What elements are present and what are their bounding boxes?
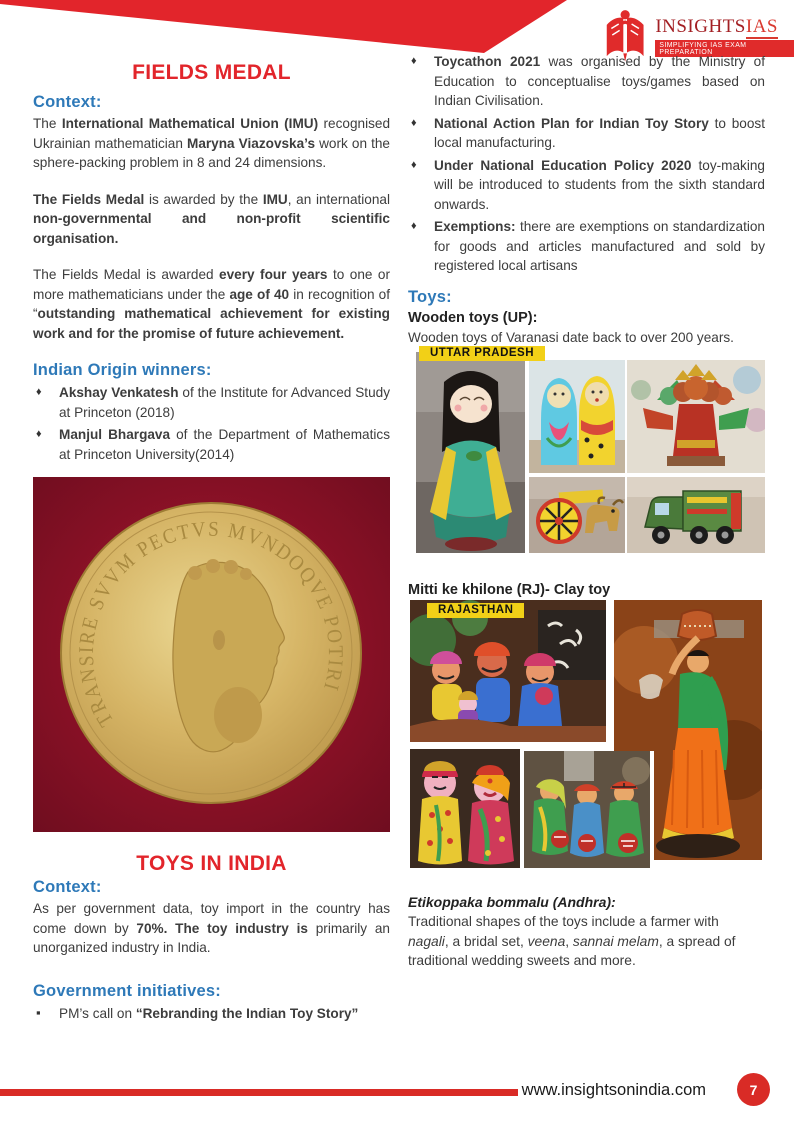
clay-puppets-illustration <box>410 600 606 742</box>
clay-couple-illustration <box>410 749 520 868</box>
winners-list <box>33 383 390 464</box>
diamond-bullet-icon: ♦ <box>411 158 417 171</box>
wooden-toys-caption: Wooden toys of Varanasi date back to over 200 years. <box>408 329 734 345</box>
left-column <box>33 55 390 1026</box>
clay-couple-dolls-photo <box>410 749 520 868</box>
footer-website-link[interactable]: www.insightsonindia.com <box>521 1081 706 1099</box>
list-item: ♦ Manjul Bhargava of the Department of Mathematics at Princeton University(2014) <box>36 427 390 462</box>
deity-illustration <box>627 360 765 473</box>
clay-trio-figures-photo <box>524 751 654 868</box>
diamond-bullet-icon: ♦ <box>36 386 42 398</box>
matryoshka-dolls-photo <box>529 360 625 473</box>
list-item: ▪ PM’s call on “Rebranding the Indian Toy Story” <box>36 1004 359 1021</box>
clay-puppets-group-photo <box>410 600 606 742</box>
clay-trio-illustration <box>524 751 650 868</box>
etikoppaka-paragraph: Traditional shapes of the toys include a farmer with nagali, a bridal set, veena, sannai melam, a spread of traditional wedding sweets and more. <box>408 914 736 968</box>
rajasthan-label: RAJASTHAN <box>427 603 524 618</box>
footer-red-bar <box>0 1089 518 1096</box>
uttar-pradesh-toys-collage <box>416 347 765 556</box>
truck-illustration <box>627 477 765 553</box>
government-initiatives-list <box>33 1004 390 1024</box>
diamond-bullet-icon: ♦ <box>411 55 417 67</box>
list-item: ♦ Under National Education Policy 2020 toy-making will be introduced to students from the sixth standard onwards. <box>411 157 765 212</box>
girl-doll-illustration <box>416 352 525 553</box>
list-item: ♦ Akshay Venkatesh of the Institute for Advanced Study at Princeton (2018) <box>36 385 390 420</box>
mitti-ke-khilone-heading: Mitti ke khilone (RJ)- Clay toy <box>408 582 611 598</box>
list-item: ♦ National Action Plan for Indian Toy Story to boost local manufacturing. <box>411 115 765 150</box>
fields-paragraph-1: The International Mathematical Union (IMU) recognised Ukrainian mathematician Maryna Viazovska’s work on the sphere-packing problem in 8 and 24 dimensions. <box>33 116 391 170</box>
diamond-bullet-icon: ♦ <box>411 220 417 232</box>
wooden-truck-toy-photo <box>627 477 765 553</box>
fields-medal-illustration <box>33 477 390 832</box>
fields-paragraph-2: The Fields Medal is awarded by the IMU, an international non-governmental and non-profit scientific organisation. <box>33 191 391 246</box>
toys-in-india-heading: TOYS IN INDIA <box>136 852 287 875</box>
wooden-girl-doll-photo <box>416 352 525 553</box>
government-initiatives-heading: Government initiatives: <box>33 981 221 1000</box>
svg-text:TRANSIRE SVVM PECTVS MVNDOQVE: TRANSIRE SVVM PECTVS MVNDOQVE POTIRI <box>73 516 349 732</box>
toys-context-paragraph: As per government data, toy import in the country has come down by 70%. The toy industry is primarily an unorganized industry in India. <box>33 901 390 955</box>
etikoppaka-heading: Etikoppaka bommalu (Andhra): <box>408 894 616 910</box>
indian-origin-winners-heading: Indian Origin winners: <box>33 361 212 379</box>
fields-paragraph-3: The Fields Medal is awarded every four years to one or more mathematicians under the age of 40 in recognition of “outstanding mathematical achievement for existing work and for the promise of future achievement. <box>33 267 391 341</box>
toys-heading: Toys: <box>408 287 452 306</box>
fields-medal-photo <box>33 477 390 832</box>
list-item: ♦ Exemptions: there are exemptions on standardization for goods and articles manufactured and sold by registered local artisans <box>411 219 765 273</box>
deity-toy-photo <box>627 360 765 473</box>
fields-medal-heading: FIELDS MEDAL <box>132 61 291 84</box>
logo-title <box>655 16 794 38</box>
bullock-cart-toy-photo <box>529 477 625 553</box>
context-heading: Context: <box>33 878 102 896</box>
square-bullet-icon: ▪ <box>36 1004 41 1020</box>
bullock-cart-illustration <box>529 477 625 553</box>
wooden-toys-heading: Wooden toys (UP): <box>408 309 538 326</box>
toy-initiatives-list <box>408 52 765 276</box>
page-number-badge: 7 <box>737 1073 770 1106</box>
logo-title-main: INSIGHTS <box>655 16 746 37</box>
uttar-pradesh-label: UTTAR PRADESH <box>419 346 545 361</box>
logo-tagline: SIMPLIFYING IAS EXAM PREPARATION <box>655 40 794 57</box>
list-item: ♦ Toycathon 2021 was organised by the Ministry of Education to conceptualise toys/games based on Indian Civilisation. <box>411 54 766 108</box>
context-heading: Context: <box>33 93 102 111</box>
diamond-bullet-icon: ♦ <box>36 428 42 440</box>
diamond-bullet-icon: ♦ <box>411 116 417 129</box>
rajasthan-clay-toys-collage <box>410 600 762 868</box>
right-column <box>408 52 765 971</box>
logo-title-accent: IAS <box>745 16 778 37</box>
matryoshka-illustration <box>529 360 625 473</box>
